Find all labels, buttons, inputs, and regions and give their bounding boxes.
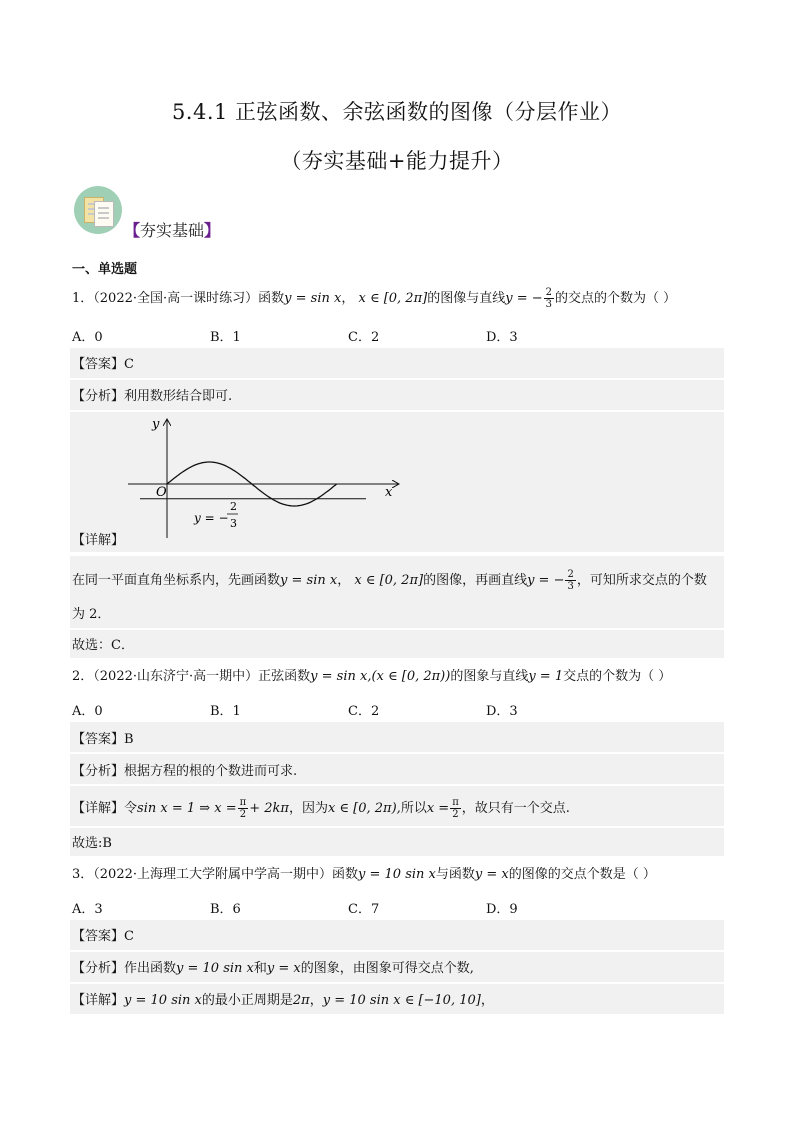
section-label: 【夯实基础】	[124, 221, 221, 240]
question-1-options	[0, 326, 794, 345]
detail-text: 【详解】y = 10 sin x的最小正周期是2π，y = 10 sin x ∈ [−10, 10]，	[72, 993, 494, 1008]
option-a[interactable]: A．3	[72, 902, 103, 917]
answer-box	[70, 348, 724, 378]
section-heading: 一、单选题	[72, 262, 138, 277]
question-2-options	[0, 700, 794, 719]
option-a[interactable]: A．0	[72, 330, 103, 345]
answer-box	[70, 722, 724, 752]
document-icon	[74, 186, 122, 234]
question-3-options	[0, 898, 794, 917]
analysis-text: 【分析】利用数形结合即可.	[72, 389, 233, 404]
line-label-denominator: 3	[230, 517, 237, 530]
option-d[interactable]: D．3	[486, 330, 518, 345]
choice-text: 故选：C．	[72, 638, 134, 653]
sine-graph	[120, 414, 410, 542]
detail-text: 【详解】令sin x = 1 ⇒ x = $\frac{\pi}{2}$ + 2kπ，因为x ∈ [0, 2π),所以x = $\frac{\pi}{2}$ ，故只有一个交点.	[72, 797, 570, 820]
page-title: 5.4.1 正弦函数、余弦函数的图像（分层作业）	[171, 100, 623, 124]
option-c[interactable]: C．7	[348, 902, 380, 917]
detail-text-line1: 在同一平面直角坐标系内，先画函数y = sin x， x ∈ [0, 2π]的图像，再画直线y = − $\frac{2}{3}$ ，可知所求交点的个数	[72, 569, 707, 592]
line-label-numerator: 2	[230, 500, 237, 513]
page-subtitle: （夯实基础+能力提升）	[280, 149, 514, 173]
option-a[interactable]: A．0	[72, 704, 103, 719]
answer-text: 【答案】C	[72, 929, 134, 944]
question-3-stem: 3．（2022·上海理工大学附属中学高一期中）函数y = 10 sin x与函数y = x的图像的交点个数是（ ）	[72, 867, 656, 882]
analysis-text: 【分析】作出函数y = 10 sin x和y = x的图象，由图象可得交点个数,	[72, 961, 474, 976]
detail-body-box-2	[70, 600, 724, 628]
paper-icon	[94, 201, 114, 227]
question-2-stem: 2．（2022·山东济宁·高一期中）正弦函数y = sin x,(x ∈ [0, 2π))的图象与直线y = 1交点的个数为（ ）	[72, 669, 672, 684]
choice-box	[70, 828, 724, 856]
detail-text-line2: 为 2．	[72, 607, 111, 622]
y-axis-label: y	[152, 417, 160, 432]
detail-label: 【详解】	[72, 533, 125, 548]
line-label: y = −	[194, 511, 229, 525]
question-1-stem: 1．（2022·全国·高一课时练习）函数y = sin x， x ∈ [0, 2π]的图像与直线y = − $\frac{2}{3}$ 的交点的个数为（ ）	[72, 287, 677, 310]
option-d[interactable]: D．9	[486, 902, 518, 917]
answer-text: 【答案】B	[72, 732, 134, 747]
answer-text: 【答案】C	[72, 357, 134, 372]
choice-box	[70, 630, 724, 658]
answer-box	[70, 920, 724, 950]
origin-label: O	[156, 485, 167, 500]
option-d[interactable]: D．3	[486, 704, 518, 719]
option-c[interactable]: C．2	[348, 704, 380, 719]
x-axis-label: x	[385, 485, 393, 500]
option-c[interactable]: C．2	[348, 330, 380, 345]
choice-text: 故选:B	[72, 836, 112, 851]
analysis-text: 【分析】根据方程的根的个数进而可求.	[72, 764, 298, 779]
option-b[interactable]: B．1	[210, 704, 241, 719]
option-b[interactable]: B．1	[210, 330, 241, 345]
option-b[interactable]: B．6	[210, 902, 241, 917]
